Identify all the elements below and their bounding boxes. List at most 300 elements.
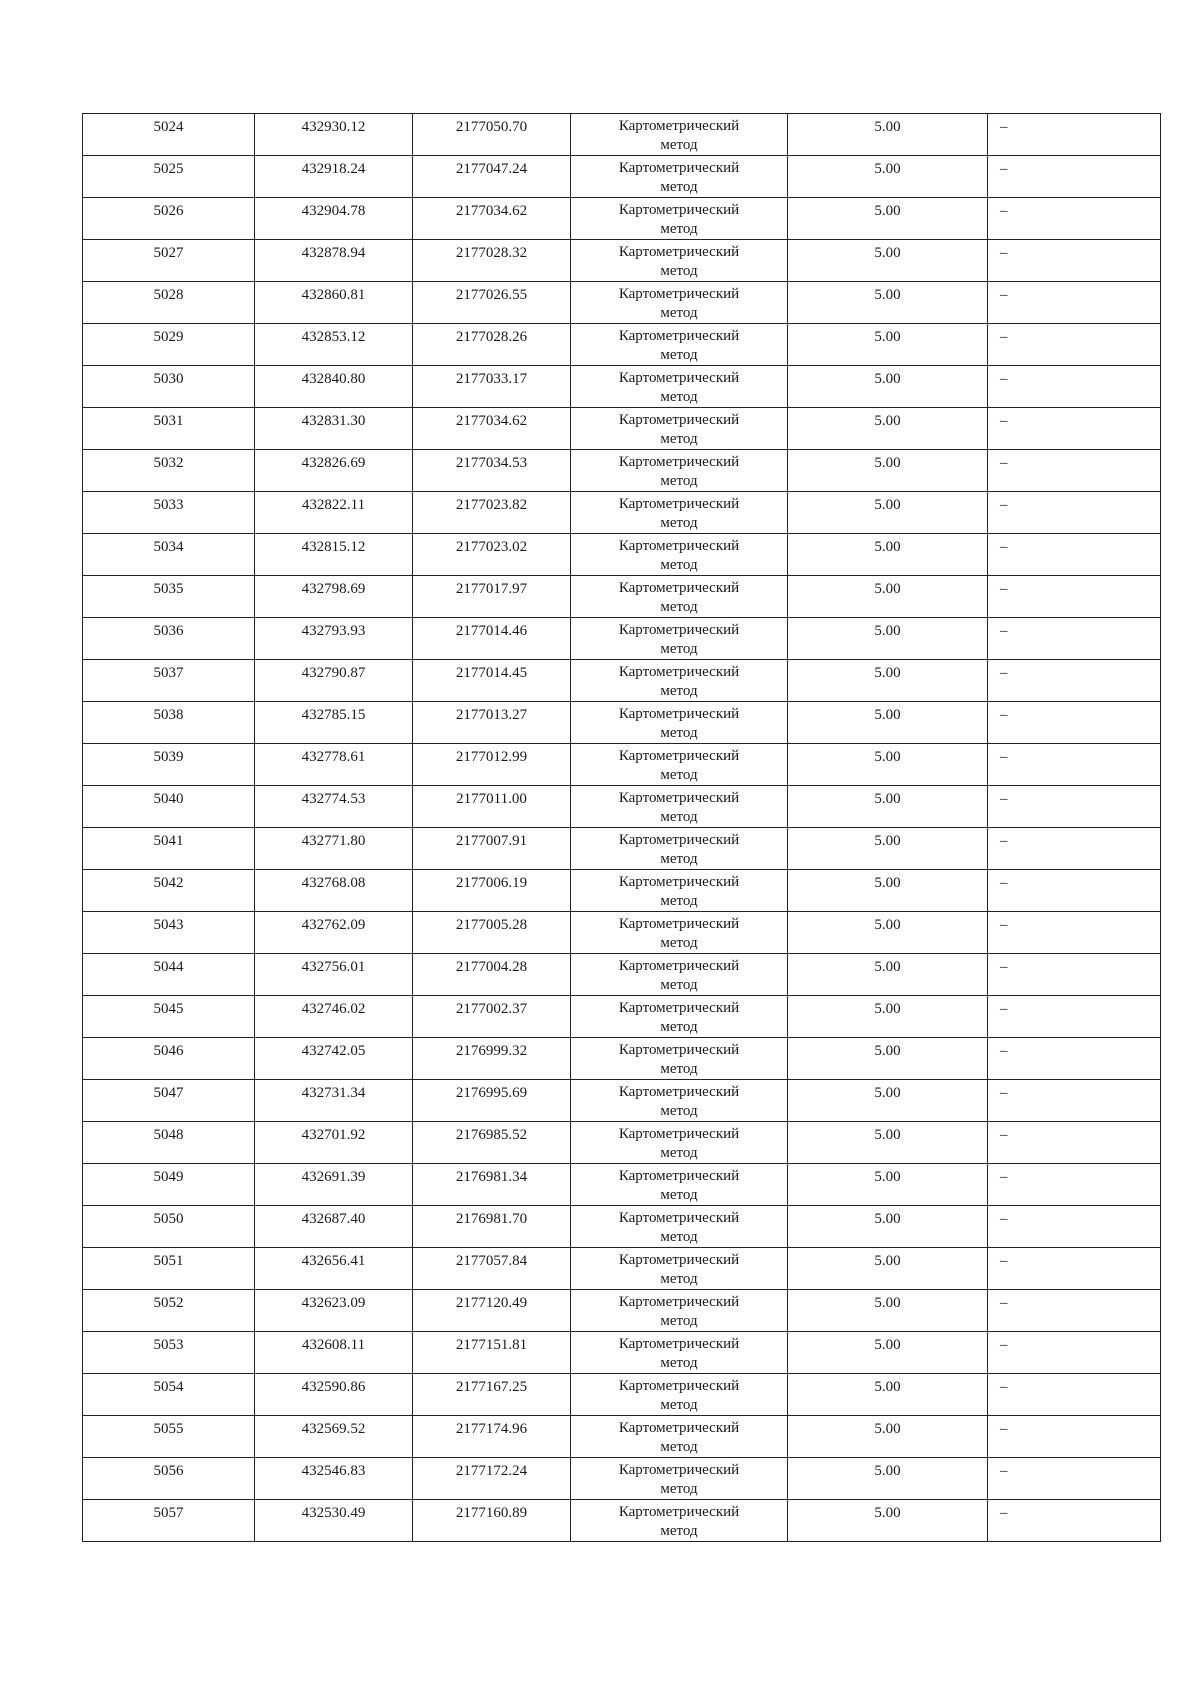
x-coordinate-cell: 432687.40 — [255, 1206, 413, 1248]
method-cell — [571, 702, 788, 744]
description-cell: – — [988, 1458, 1161, 1500]
table-row — [83, 702, 1161, 744]
accuracy-cell: 5.00 — [788, 618, 988, 660]
description-cell: – — [988, 744, 1161, 786]
description-cell: – — [988, 1206, 1161, 1248]
y-coordinate-cell: 2177017.97 — [413, 576, 571, 618]
method-line-2: метод — [660, 1313, 698, 1329]
method-cell — [571, 1080, 788, 1122]
method-line-2: метод — [660, 725, 698, 741]
method-line-1: Картометрический — [618, 1000, 740, 1016]
table-row — [83, 1248, 1161, 1290]
table-row — [83, 912, 1161, 954]
method-line-1: Картометрический — [618, 1420, 740, 1436]
y-coordinate-cell: 2177004.28 — [413, 954, 571, 996]
method-line-1: Картометрический — [618, 370, 740, 386]
point-number-cell: 5056 — [83, 1458, 255, 1500]
accuracy-cell: 5.00 — [788, 1290, 988, 1332]
table-row — [83, 954, 1161, 996]
method-cell — [571, 156, 788, 198]
point-number-cell: 5053 — [83, 1332, 255, 1374]
description-cell: – — [988, 1038, 1161, 1080]
accuracy-cell: 5.00 — [788, 954, 988, 996]
x-coordinate-cell: 432793.93 — [255, 618, 413, 660]
y-coordinate-cell: 2177006.19 — [413, 870, 571, 912]
y-coordinate-cell: 2177014.46 — [413, 618, 571, 660]
y-coordinate-cell: 2177023.82 — [413, 492, 571, 534]
method-line-1: Картометрический — [618, 1210, 740, 1226]
y-coordinate-cell: 2177005.28 — [413, 912, 571, 954]
point-number-cell: 5052 — [83, 1290, 255, 1332]
x-coordinate-cell: 432878.94 — [255, 240, 413, 282]
method-line-1: Картометрический — [618, 706, 740, 722]
y-coordinate-cell: 2177050.70 — [413, 114, 571, 156]
method-line-2: метод — [660, 515, 698, 531]
method-cell — [571, 240, 788, 282]
table-row — [83, 114, 1161, 156]
y-coordinate-cell: 2177151.81 — [413, 1332, 571, 1374]
accuracy-cell: 5.00 — [788, 492, 988, 534]
y-coordinate-cell: 2177057.84 — [413, 1248, 571, 1290]
method-cell — [571, 1206, 788, 1248]
method-line-1: Картометрический — [618, 1252, 740, 1268]
x-coordinate-cell: 432608.11 — [255, 1332, 413, 1374]
y-coordinate-cell: 2177028.26 — [413, 324, 571, 366]
accuracy-cell: 5.00 — [788, 996, 988, 1038]
method-cell — [571, 660, 788, 702]
method-line-1: Картометрический — [618, 328, 740, 344]
description-cell: – — [988, 156, 1161, 198]
x-coordinate-cell: 432569.52 — [255, 1416, 413, 1458]
point-number-cell: 5057 — [83, 1500, 255, 1542]
description-cell: – — [988, 198, 1161, 240]
point-number-cell: 5024 — [83, 114, 255, 156]
table-row — [83, 366, 1161, 408]
method-line-1: Картометрический — [618, 1168, 740, 1184]
method-line-2: метод — [660, 935, 698, 951]
method-cell — [571, 954, 788, 996]
table-row — [83, 282, 1161, 324]
x-coordinate-cell: 432778.61 — [255, 744, 413, 786]
x-coordinate-cell: 432774.53 — [255, 786, 413, 828]
description-cell: – — [988, 912, 1161, 954]
method-line-2: метод — [660, 767, 698, 783]
method-line-2: метод — [660, 809, 698, 825]
method-line-1: Картометрический — [618, 916, 740, 932]
method-line-2: метод — [660, 1439, 698, 1455]
method-line-1: Картометрический — [618, 1336, 740, 1352]
accuracy-cell: 5.00 — [788, 870, 988, 912]
table-row — [83, 1416, 1161, 1458]
table-row — [83, 240, 1161, 282]
point-number-cell: 5031 — [83, 408, 255, 450]
x-coordinate-cell: 432853.12 — [255, 324, 413, 366]
point-number-cell: 5029 — [83, 324, 255, 366]
method-line-1: Картометрический — [618, 748, 740, 764]
method-line-2: метод — [660, 683, 698, 699]
y-coordinate-cell: 2176981.70 — [413, 1206, 571, 1248]
accuracy-cell: 5.00 — [788, 156, 988, 198]
table-row — [83, 1122, 1161, 1164]
method-line-1: Картометрический — [618, 832, 740, 848]
point-number-cell: 5047 — [83, 1080, 255, 1122]
x-coordinate-cell: 432815.12 — [255, 534, 413, 576]
method-cell — [571, 828, 788, 870]
description-cell: – — [988, 870, 1161, 912]
accuracy-cell: 5.00 — [788, 912, 988, 954]
x-coordinate-cell: 432731.34 — [255, 1080, 413, 1122]
x-coordinate-cell: 432822.11 — [255, 492, 413, 534]
x-coordinate-cell: 432918.24 — [255, 156, 413, 198]
table-row — [83, 576, 1161, 618]
table-row — [83, 324, 1161, 366]
method-line-2: метод — [660, 305, 698, 321]
description-cell: – — [988, 114, 1161, 156]
method-cell — [571, 1458, 788, 1500]
y-coordinate-cell: 2177034.62 — [413, 408, 571, 450]
method-line-1: Картометрический — [618, 622, 740, 638]
method-line-2: метод — [660, 1187, 698, 1203]
point-number-cell: 5046 — [83, 1038, 255, 1080]
accuracy-cell: 5.00 — [788, 240, 988, 282]
method-line-1: Картометрический — [618, 1378, 740, 1394]
description-cell: – — [988, 534, 1161, 576]
method-line-2: метод — [660, 557, 698, 573]
method-cell — [571, 324, 788, 366]
table-row — [83, 492, 1161, 534]
method-line-2: метод — [660, 137, 698, 153]
method-line-2: метод — [660, 1397, 698, 1413]
description-cell: – — [988, 1290, 1161, 1332]
y-coordinate-cell: 2177014.45 — [413, 660, 571, 702]
method-line-2: метод — [660, 221, 698, 237]
method-line-2: метод — [660, 1271, 698, 1287]
x-coordinate-cell: 432768.08 — [255, 870, 413, 912]
description-cell: – — [988, 828, 1161, 870]
method-cell — [571, 282, 788, 324]
point-number-cell: 5042 — [83, 870, 255, 912]
x-coordinate-cell: 432904.78 — [255, 198, 413, 240]
x-coordinate-cell: 432840.80 — [255, 366, 413, 408]
method-line-2: метод — [660, 977, 698, 993]
method-cell — [571, 1374, 788, 1416]
x-coordinate-cell: 432590.86 — [255, 1374, 413, 1416]
method-line-2: метод — [660, 1145, 698, 1161]
description-cell: – — [988, 450, 1161, 492]
table-row — [83, 870, 1161, 912]
method-cell — [571, 1416, 788, 1458]
point-number-cell: 5035 — [83, 576, 255, 618]
y-coordinate-cell: 2177160.89 — [413, 1500, 571, 1542]
method-line-1: Картометрический — [618, 790, 740, 806]
method-line-2: метод — [660, 1355, 698, 1371]
point-number-cell: 5032 — [83, 450, 255, 492]
point-number-cell: 5039 — [83, 744, 255, 786]
y-coordinate-cell: 2177172.24 — [413, 1458, 571, 1500]
accuracy-cell: 5.00 — [788, 1332, 988, 1374]
table-row — [83, 660, 1161, 702]
description-cell: – — [988, 366, 1161, 408]
method-line-2: метод — [660, 1103, 698, 1119]
method-cell — [571, 534, 788, 576]
y-coordinate-cell: 2176995.69 — [413, 1080, 571, 1122]
method-line-2: метод — [660, 641, 698, 657]
table-row — [83, 156, 1161, 198]
method-line-2: метод — [660, 1481, 698, 1497]
x-coordinate-cell: 432756.01 — [255, 954, 413, 996]
accuracy-cell: 5.00 — [788, 408, 988, 450]
method-line-1: Картометрический — [618, 874, 740, 890]
description-cell: – — [988, 1374, 1161, 1416]
method-line-1: Картометрический — [618, 118, 740, 134]
method-cell — [571, 114, 788, 156]
accuracy-cell: 5.00 — [788, 1500, 988, 1542]
point-number-cell: 5030 — [83, 366, 255, 408]
table-row — [83, 408, 1161, 450]
y-coordinate-cell: 2177023.02 — [413, 534, 571, 576]
method-cell — [571, 492, 788, 534]
accuracy-cell: 5.00 — [788, 114, 988, 156]
method-line-1: Картометрический — [618, 580, 740, 596]
accuracy-cell: 5.00 — [788, 1164, 988, 1206]
method-cell — [571, 744, 788, 786]
table-row — [83, 534, 1161, 576]
description-cell: – — [988, 576, 1161, 618]
method-cell — [571, 408, 788, 450]
method-line-1: Картометрический — [618, 1042, 740, 1058]
description-cell: – — [988, 1164, 1161, 1206]
point-number-cell: 5045 — [83, 996, 255, 1038]
accuracy-cell: 5.00 — [788, 1122, 988, 1164]
y-coordinate-cell: 2176999.32 — [413, 1038, 571, 1080]
method-line-2: метод — [660, 389, 698, 405]
method-cell — [571, 366, 788, 408]
x-coordinate-cell: 432930.12 — [255, 114, 413, 156]
method-cell — [571, 1500, 788, 1542]
method-cell — [571, 618, 788, 660]
x-coordinate-cell: 432762.09 — [255, 912, 413, 954]
y-coordinate-cell: 2177012.99 — [413, 744, 571, 786]
method-line-2: метод — [660, 893, 698, 909]
x-coordinate-cell: 432790.87 — [255, 660, 413, 702]
method-line-1: Картометрический — [618, 1462, 740, 1478]
description-cell: – — [988, 954, 1161, 996]
method-cell — [571, 912, 788, 954]
method-cell — [571, 198, 788, 240]
x-coordinate-cell: 432546.83 — [255, 1458, 413, 1500]
accuracy-cell: 5.00 — [788, 1206, 988, 1248]
point-number-cell: 5055 — [83, 1416, 255, 1458]
accuracy-cell: 5.00 — [788, 1038, 988, 1080]
x-coordinate-cell: 432826.69 — [255, 450, 413, 492]
point-number-cell: 5044 — [83, 954, 255, 996]
description-cell: – — [988, 408, 1161, 450]
table-row — [83, 1500, 1161, 1542]
point-number-cell: 5051 — [83, 1248, 255, 1290]
method-line-2: метод — [660, 473, 698, 489]
y-coordinate-cell: 2177174.96 — [413, 1416, 571, 1458]
description-cell: – — [988, 492, 1161, 534]
table-row — [83, 744, 1161, 786]
point-number-cell: 5041 — [83, 828, 255, 870]
method-line-1: Картометрический — [618, 454, 740, 470]
table-row — [83, 1290, 1161, 1332]
x-coordinate-cell: 432742.05 — [255, 1038, 413, 1080]
method-line-1: Картометрический — [618, 286, 740, 302]
x-coordinate-cell: 432656.41 — [255, 1248, 413, 1290]
method-line-2: метод — [660, 1061, 698, 1077]
x-coordinate-cell: 432623.09 — [255, 1290, 413, 1332]
y-coordinate-cell: 2177033.17 — [413, 366, 571, 408]
method-line-1: Картометрический — [618, 1294, 740, 1310]
table-row — [83, 1458, 1161, 1500]
y-coordinate-cell: 2177034.62 — [413, 198, 571, 240]
table-row — [83, 1374, 1161, 1416]
accuracy-cell: 5.00 — [788, 576, 988, 618]
method-line-1: Картометрический — [618, 1084, 740, 1100]
y-coordinate-cell: 2176985.52 — [413, 1122, 571, 1164]
method-line-2: метод — [660, 263, 698, 279]
method-line-1: Картометрический — [618, 160, 740, 176]
method-cell — [571, 450, 788, 492]
method-cell — [571, 1122, 788, 1164]
point-number-cell: 5033 — [83, 492, 255, 534]
point-number-cell: 5043 — [83, 912, 255, 954]
method-line-2: метод — [660, 1229, 698, 1245]
description-cell: – — [988, 786, 1161, 828]
method-line-1: Картометрический — [618, 412, 740, 428]
table-row — [83, 198, 1161, 240]
accuracy-cell: 5.00 — [788, 366, 988, 408]
point-number-cell: 5028 — [83, 282, 255, 324]
accuracy-cell: 5.00 — [788, 702, 988, 744]
accuracy-cell: 5.00 — [788, 282, 988, 324]
method-cell — [571, 1332, 788, 1374]
description-cell: – — [988, 660, 1161, 702]
table-row — [83, 1080, 1161, 1122]
y-coordinate-cell: 2177002.37 — [413, 996, 571, 1038]
method-cell — [571, 1290, 788, 1332]
description-cell: – — [988, 702, 1161, 744]
method-line-1: Картометрический — [618, 1126, 740, 1142]
y-coordinate-cell: 2176981.34 — [413, 1164, 571, 1206]
y-coordinate-cell: 2177167.25 — [413, 1374, 571, 1416]
point-number-cell: 5040 — [83, 786, 255, 828]
accuracy-cell: 5.00 — [788, 1416, 988, 1458]
table-row — [83, 1332, 1161, 1374]
table-row — [83, 1206, 1161, 1248]
method-line-1: Картометрический — [618, 1504, 740, 1520]
table-row — [83, 828, 1161, 870]
table-row — [83, 450, 1161, 492]
accuracy-cell: 5.00 — [788, 1374, 988, 1416]
x-coordinate-cell: 432691.39 — [255, 1164, 413, 1206]
method-cell — [571, 786, 788, 828]
method-line-2: метод — [660, 431, 698, 447]
method-line-1: Картометрический — [618, 538, 740, 554]
method-line-2: метод — [660, 179, 698, 195]
accuracy-cell: 5.00 — [788, 828, 988, 870]
point-number-cell: 5048 — [83, 1122, 255, 1164]
accuracy-cell: 5.00 — [788, 198, 988, 240]
accuracy-cell: 5.00 — [788, 534, 988, 576]
point-number-cell: 5027 — [83, 240, 255, 282]
description-cell: – — [988, 1416, 1161, 1458]
point-number-cell: 5054 — [83, 1374, 255, 1416]
method-cell — [571, 1248, 788, 1290]
accuracy-cell: 5.00 — [788, 450, 988, 492]
method-cell — [571, 870, 788, 912]
description-cell: – — [988, 1122, 1161, 1164]
method-line-1: Картометрический — [618, 496, 740, 512]
accuracy-cell: 5.00 — [788, 660, 988, 702]
y-coordinate-cell: 2177047.24 — [413, 156, 571, 198]
method-cell — [571, 1038, 788, 1080]
x-coordinate-cell: 432746.02 — [255, 996, 413, 1038]
description-cell: – — [988, 240, 1161, 282]
point-number-cell: 5034 — [83, 534, 255, 576]
description-cell: – — [988, 1080, 1161, 1122]
table-row — [83, 1038, 1161, 1080]
method-line-2: метод — [660, 347, 698, 363]
coordinates-table — [82, 113, 1161, 1542]
coordinates-table-body — [83, 114, 1161, 1542]
accuracy-cell: 5.00 — [788, 744, 988, 786]
method-cell — [571, 1164, 788, 1206]
accuracy-cell: 5.00 — [788, 1080, 988, 1122]
description-cell: – — [988, 1500, 1161, 1542]
description-cell: – — [988, 282, 1161, 324]
accuracy-cell: 5.00 — [788, 1458, 988, 1500]
description-cell: – — [988, 618, 1161, 660]
y-coordinate-cell: 2177013.27 — [413, 702, 571, 744]
x-coordinate-cell: 432530.49 — [255, 1500, 413, 1542]
y-coordinate-cell: 2177011.00 — [413, 786, 571, 828]
description-cell: – — [988, 996, 1161, 1038]
x-coordinate-cell: 432701.92 — [255, 1122, 413, 1164]
method-line-1: Картометрический — [618, 664, 740, 680]
accuracy-cell: 5.00 — [788, 1248, 988, 1290]
y-coordinate-cell: 2177007.91 — [413, 828, 571, 870]
method-line-2: метод — [660, 1019, 698, 1035]
x-coordinate-cell: 432785.15 — [255, 702, 413, 744]
table-row — [83, 1164, 1161, 1206]
method-cell — [571, 576, 788, 618]
point-number-cell: 5038 — [83, 702, 255, 744]
x-coordinate-cell: 432771.80 — [255, 828, 413, 870]
point-number-cell: 5036 — [83, 618, 255, 660]
x-coordinate-cell: 432831.30 — [255, 408, 413, 450]
method-line-1: Картометрический — [618, 244, 740, 260]
table-row — [83, 618, 1161, 660]
method-cell — [571, 996, 788, 1038]
method-line-2: метод — [660, 851, 698, 867]
point-number-cell: 5026 — [83, 198, 255, 240]
accuracy-cell: 5.00 — [788, 786, 988, 828]
x-coordinate-cell: 432798.69 — [255, 576, 413, 618]
description-cell: – — [988, 1332, 1161, 1374]
y-coordinate-cell: 2177120.49 — [413, 1290, 571, 1332]
method-line-1: Картометрический — [618, 202, 740, 218]
point-number-cell: 5050 — [83, 1206, 255, 1248]
description-cell: – — [988, 324, 1161, 366]
y-coordinate-cell: 2177028.32 — [413, 240, 571, 282]
x-coordinate-cell: 432860.81 — [255, 282, 413, 324]
y-coordinate-cell: 2177034.53 — [413, 450, 571, 492]
point-number-cell: 5025 — [83, 156, 255, 198]
method-line-2: метод — [660, 599, 698, 615]
accuracy-cell: 5.00 — [788, 324, 988, 366]
